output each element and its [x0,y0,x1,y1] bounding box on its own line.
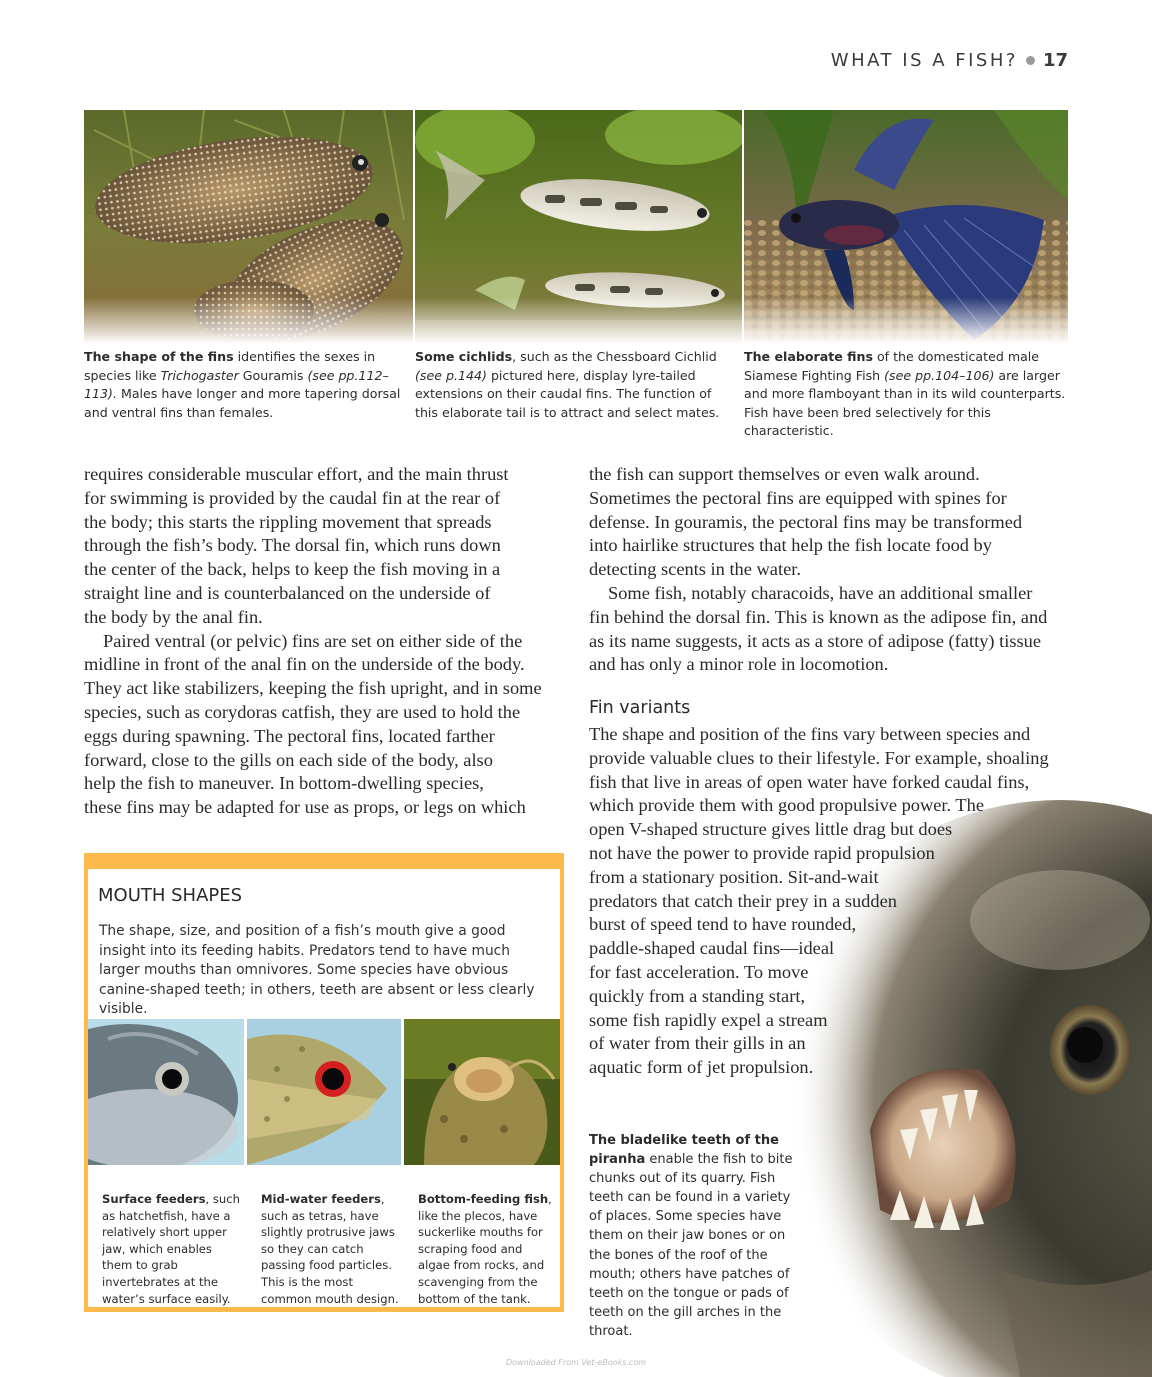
caption-cichlids: Some cichlids, such as the Chessboard Cichlid (see p.144) pictured here, display lyre-tailed extensions on their caudal fins. The function of this elaborate tail is to attract and select mates. [415,349,720,420]
photo-gouramis [84,110,413,344]
footer-watermark-text: Downloaded From Vet-eBooks.com [505,1358,646,1367]
caption-gouramis: The shape of the fins identifies the sexes in species like Trichogaster Gouramis (see pp.112–113). Males have longer and more tapering dorsal and ventral fins than females. [84,349,401,420]
mouth-shapes-panel [84,853,564,1312]
paragraph: requires considerable muscular effort, and the main thrust for swimming is provided by the caudal fin at the rear of the body; this starts the rippling movement that spreads through the fish’s body. The dorsal fin, which runs down the center of the back, helps to keep the fish moving in a straight line and is counterbalanced on the underside of the body by the anal fin. [84,464,509,627]
photo-siamese-fighting-fish [744,110,1068,344]
caption-surface-feeders: Surface feeders, such as hatchetfish, have a relatively short upper jaw, which enables them to grab invertebrates at the water’s surface easily. [102,1192,240,1306]
paragraph: the fish can support themselves or even walk around. Sometimes the pectoral fins are equipped with spines for defense. In gouramis, the pectoral fins may be transformed into hairlike structures that help the fish locate food by detecting scents in the water. [589,464,1023,580]
paragraph: The shape and position of the fins vary between species and provide valuable clues to their lifestyle. For example, shoaling fish that live in areas of open water have forked caudal fins, which provide them with good propulsive power. The open V-shaped structure gives little drag but does not have the power to provide rapid propulsion from a stationary position. Sit-and-wait predators that catch their prey in a sudden burst of speed tend to have rounded, paddle-shaped caudal fins—ideal for fast acceleration. To move quickly from a standing start, some fish rapidly expel a stream of water from their gills in an aquatic form of jet propulsion. [589,724,1049,1078]
running-head [831,50,1068,71]
photo-mid-water-feeder [247,1019,401,1165]
fin-variants-text [589,723,1079,1080]
panel-intro: The shape, size, and position of a fish’s mouth give a good insight into its feeding habits. Predators tend to have much larger mouths than omnivores. Some species have obvious canine-shaped teeth; in others, teeth are absent or less clearly visible. [99,923,535,1018]
body-text-right-column [589,463,1079,677]
page-number: 17 [1042,50,1068,71]
body-text-left-column [84,463,554,820]
paragraph: Paired ventral (or pelvic) fins are set on either side of the midline in front of the anal fin on the underside of the body. They act like stabilizers, keeping the fish upright, and in some species, such as corydoras catfish, they are used to hold the eggs during spawning. The pectoral fins, located farther forward, close to the gills on each side of the body, also help the fish to maneuver. In bottom-dwelling species, these fins may be adapted for use as props, or legs on which [84,630,542,818]
section-title: WHAT IS A FISH? [830,50,1018,71]
bullet-dot-icon [1026,56,1035,65]
panel-title: MOUTH SHAPES [98,885,243,906]
caption-fighting-fish: The elaborate fins of the domesticated male Siamese Fighting Fish (see pp.104–106) are larger and more flamboyant than in its wild counterparts. Fish have been bred selectively for this characteristic. [744,349,1066,439]
mouth-shapes-panel-body [88,869,560,1307]
paragraph: Some fish, notably characoids, have an additional smaller fin behind the dorsal fin. This is known as the adipose fin, and as its name suggests, it acts as a store of adipose (fatty) tissue and has only a minor role in locomotion. [589,582,1048,675]
photo-cichlids [415,110,742,344]
photo-bottom-feeder [404,1019,560,1165]
section-heading-fin-variants: Fin variants [589,698,691,718]
caption-piranha: The bladelike teeth of the piranha enable the fish to bite chunks out of its quarry. Fish teeth can be found in a variety of places. Some species have them on their jaw bones or on the bones of the roof of the mouth; others have patches of teeth on the tongue or pads of teeth on the gill arches in the throat. [589,1133,793,1339]
caption-bottom-feeding-fish: Bottom-feeding fish, like the plecos, have suckerlike mouths for scraping food and algae from rocks, and scavenging from the bottom of the tank. [418,1192,552,1306]
caption-mid-water-feeders: Mid-water feeders, such as tetras, have slightly protrusive jaws so they can catch passing food particles. This is the most common mouth design. [261,1192,399,1306]
photo-surface-feeder [88,1019,244,1165]
